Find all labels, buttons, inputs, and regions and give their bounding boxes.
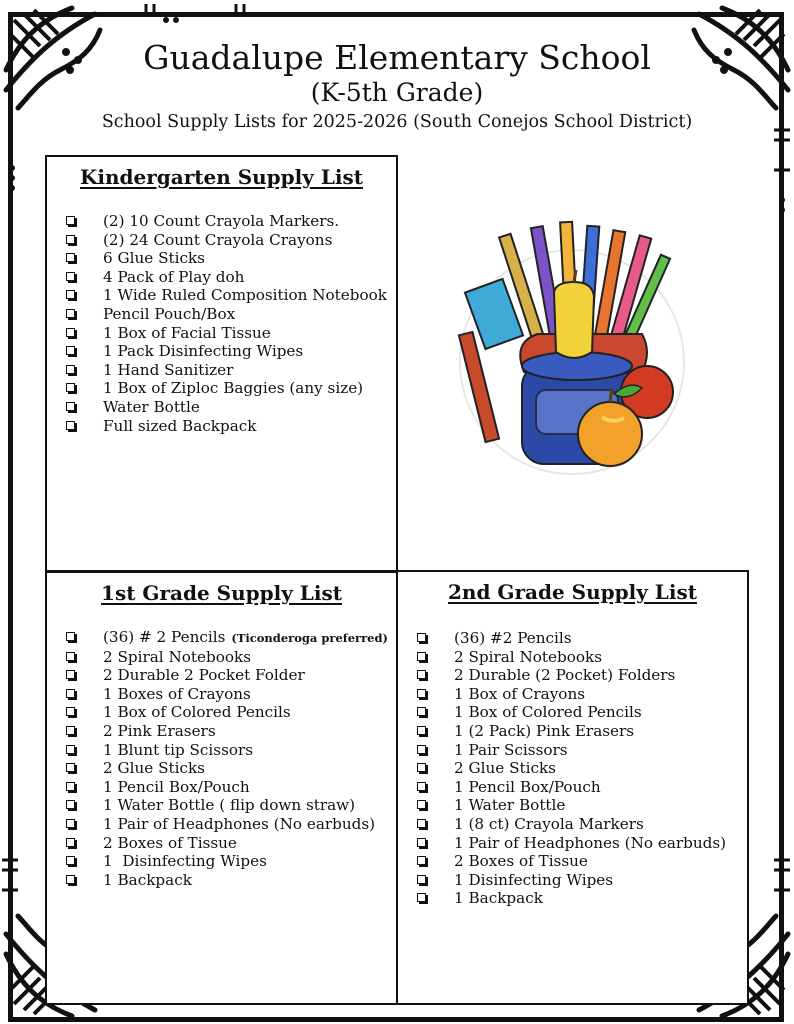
list-item: 1 Pack Disinfecting Wipes bbox=[66, 342, 396, 361]
list-item: 1 Pair of Headphones (No earbuds) bbox=[66, 815, 396, 834]
list-item: 1 Pair Scissors bbox=[417, 741, 747, 760]
list-item: 1 Pair of Headphones (No earbuds) bbox=[417, 834, 747, 853]
border-marks-right bbox=[772, 120, 792, 220]
checkbox-icon bbox=[66, 800, 75, 809]
district-line: School Supply Lists for 2025-2026 (South Conejos School District) bbox=[101, 112, 693, 132]
list-item: 2 Pink Erasers bbox=[66, 722, 396, 741]
list-item: 1 Blunt tip Scissors bbox=[66, 741, 396, 760]
second-grade-items bbox=[417, 629, 747, 908]
checkbox-icon bbox=[66, 328, 75, 337]
brand-note: (Ticonderoga preferred) bbox=[231, 631, 388, 645]
checkbox-icon bbox=[66, 763, 75, 772]
list-item: 1 Wide Ruled Composition Notebook bbox=[66, 286, 396, 305]
list-item: 4 Pack of Play doh bbox=[66, 268, 396, 287]
checkbox-icon bbox=[66, 782, 75, 791]
first-grade-list-title: 1st Grade Supply List bbox=[101, 581, 342, 605]
checkbox-icon bbox=[66, 707, 75, 716]
kindergarten-items bbox=[66, 212, 396, 435]
list-item: 2 Durable (2 Pocket) Folders bbox=[417, 666, 747, 685]
border-marks-left-lower bbox=[0, 850, 20, 910]
checkbox-icon bbox=[66, 402, 75, 411]
border-tick-marks-top bbox=[140, 2, 260, 24]
page-header bbox=[0, 38, 794, 134]
checkbox-icon bbox=[417, 782, 426, 791]
list-item: 2 Spiral Notebooks bbox=[417, 648, 747, 667]
second-grade-list-title: 2nd Grade Supply List bbox=[448, 580, 697, 604]
checkbox-icon bbox=[66, 745, 75, 754]
second-grade-list-box bbox=[396, 570, 749, 1005]
list-item: Pencil Pouch/Box bbox=[66, 305, 396, 324]
checkbox-icon bbox=[66, 652, 75, 661]
checkbox-icon bbox=[417, 819, 426, 828]
checkbox-icon bbox=[66, 346, 75, 355]
border-dots-left bbox=[0, 160, 20, 200]
checkbox-icon bbox=[417, 633, 426, 642]
first-grade-items bbox=[66, 628, 396, 889]
checkbox-icon bbox=[66, 235, 75, 244]
list-item: 1 (8 ct) Crayola Markers bbox=[417, 815, 747, 834]
list-item: 1 Water Bottle ( flip down straw) bbox=[66, 796, 396, 815]
school-name: Guadalupe Elementary School bbox=[143, 38, 651, 77]
checkbox-icon bbox=[417, 707, 426, 716]
checkbox-icon bbox=[66, 272, 75, 281]
list-item: 2 Durable 2 Pocket Folder bbox=[66, 666, 396, 685]
checkbox-icon bbox=[417, 763, 426, 772]
checkbox-icon bbox=[417, 856, 426, 865]
list-item: 1 Pencil Box/Pouch bbox=[417, 778, 747, 797]
list-item: 1 Backpack bbox=[417, 889, 747, 908]
list-item: (2) 10 Count Crayola Markers. bbox=[66, 212, 396, 231]
checkbox-icon bbox=[66, 838, 75, 847]
checkbox-icon bbox=[66, 670, 75, 679]
list-item: 1 Disinfecting Wipes bbox=[417, 871, 747, 890]
list-item: 1 Water Bottle bbox=[417, 796, 747, 815]
kindergarten-list-title: Kindergarten Supply List bbox=[79, 165, 363, 189]
list-item: 2 Glue Sticks bbox=[66, 759, 396, 778]
list-item: 1 Box of Crayons bbox=[417, 685, 747, 704]
checkbox-icon bbox=[66, 726, 75, 735]
list-item: 1 Backpack bbox=[66, 871, 396, 890]
list-item: 2 Spiral Notebooks bbox=[66, 648, 396, 667]
list-item: (36) # 2 Pencils (Ticonderoga preferred) bbox=[66, 628, 396, 648]
list-item: (2) 24 Count Crayola Crayons bbox=[66, 231, 396, 250]
list-item: 2 Boxes of Tissue bbox=[417, 852, 747, 871]
checkbox-icon bbox=[417, 652, 426, 661]
list-item: 1 Boxes of Crayons bbox=[66, 685, 396, 704]
list-item: 6 Glue Sticks bbox=[66, 249, 396, 268]
list-item: (36) #2 Pencils bbox=[417, 629, 747, 648]
checkbox-icon bbox=[66, 421, 75, 430]
checkbox-icon bbox=[417, 893, 426, 902]
list-item: 1 Box of Colored Pencils bbox=[66, 703, 396, 722]
checkbox-icon bbox=[417, 745, 426, 754]
list-item: 2 Glue Sticks bbox=[417, 759, 747, 778]
checkbox-icon bbox=[417, 670, 426, 679]
list-item: 1 Box of Ziploc Baggies (any size) bbox=[66, 379, 396, 398]
list-item: 1 Hand Sanitizer bbox=[66, 361, 396, 380]
checkbox-icon bbox=[66, 290, 75, 299]
checkbox-icon bbox=[417, 689, 426, 698]
checkbox-icon bbox=[417, 875, 426, 884]
first-grade-list-box bbox=[45, 570, 398, 1005]
list-item: Full sized Backpack bbox=[66, 417, 396, 436]
school-supplies-illustration bbox=[452, 212, 692, 480]
list-item: 1 Disinfecting Wipes bbox=[66, 852, 396, 871]
list-item: 1 (2 Pack) Pink Erasers bbox=[417, 722, 747, 741]
grade-range: (K-5th Grade) bbox=[310, 78, 484, 107]
checkbox-icon bbox=[66, 216, 75, 225]
list-item: 1 Box of Colored Pencils bbox=[417, 703, 747, 722]
checkbox-icon bbox=[417, 726, 426, 735]
list-item: 1 Box of Facial Tissue bbox=[66, 324, 396, 343]
kindergarten-list-box bbox=[45, 155, 398, 572]
checkbox-icon bbox=[66, 383, 75, 392]
checkbox-icon bbox=[66, 819, 75, 828]
checkbox-icon bbox=[66, 856, 75, 865]
list-item: Water Bottle bbox=[66, 398, 396, 417]
list-item: 2 Boxes of Tissue bbox=[66, 834, 396, 853]
checkbox-icon bbox=[66, 309, 75, 318]
checkbox-icon bbox=[417, 838, 426, 847]
checkbox-icon bbox=[66, 875, 75, 884]
list-item: 1 Pencil Box/Pouch bbox=[66, 778, 396, 797]
checkbox-icon bbox=[66, 253, 75, 262]
checkbox-icon bbox=[66, 632, 75, 641]
border-marks-right-lower bbox=[772, 850, 792, 910]
checkbox-icon bbox=[66, 689, 75, 698]
checkbox-icon bbox=[66, 365, 75, 374]
checkbox-icon bbox=[417, 800, 426, 809]
